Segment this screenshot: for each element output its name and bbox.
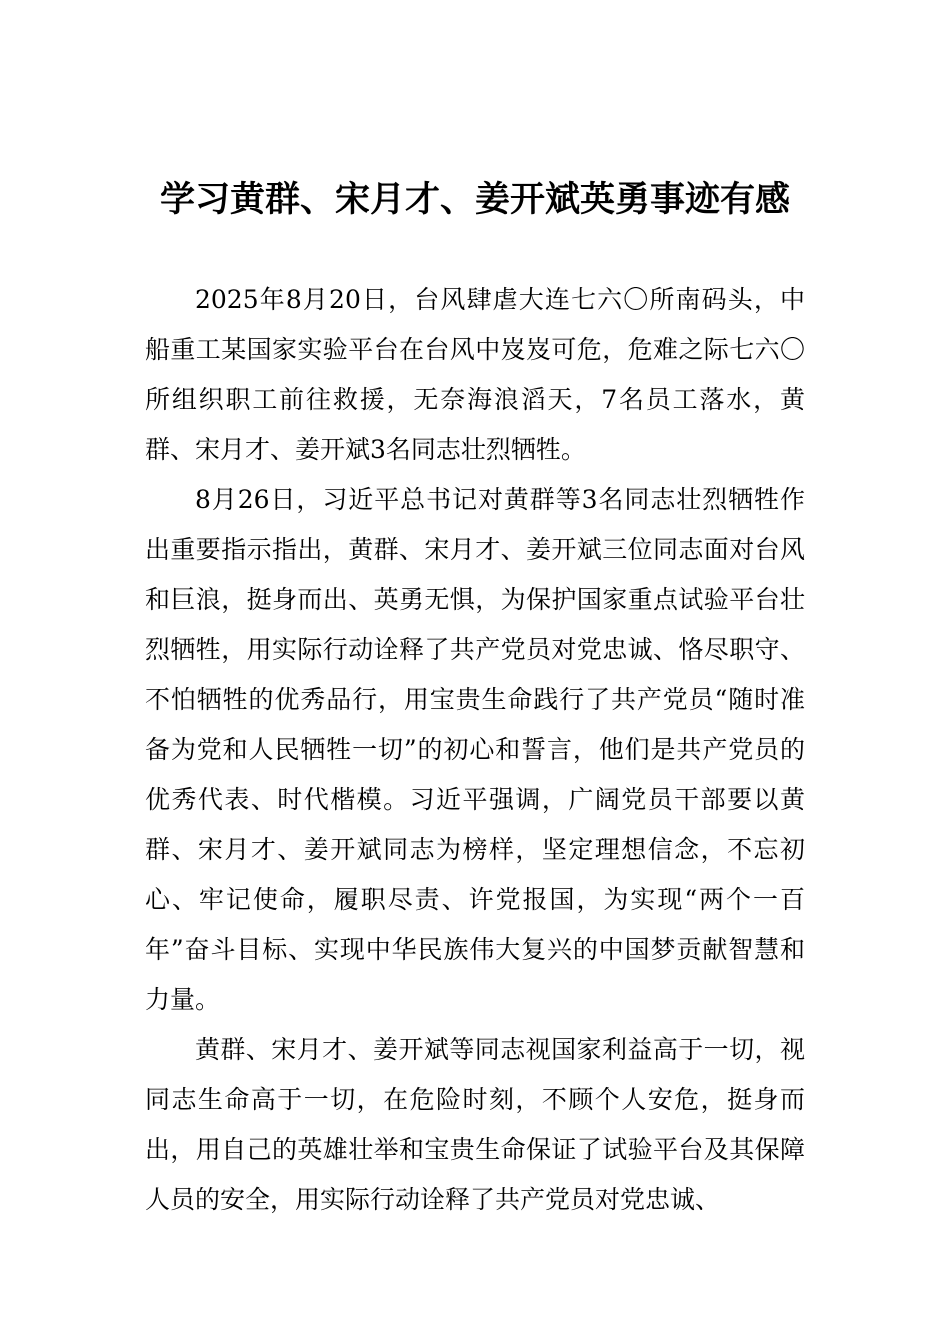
paragraph-2: 8月26日，习近平总书记对黄群等3名同志壮烈牺牲作出重要指示指出，黄群、宋月才、姜开斌三位同志面对台风和巨浪，挺身而出、英勇无惧，为保护国家重点试验平台壮烈牺牲，用实际行动诠释了共产党员对党忠诚、恪尽职守、不怕牺牲的优秀品行，用宝贵生命践行了共产党员“随时准备为党和人民牺牲一切”的初心和誓言，他们是共产党员的优秀代表、时代楷模。习近平强调，广阔党员干部要以黄群、宋月才、姜开斌同志为榜样，坚定理想信念，不忘初心、牢记使命，履职尽责、许党报国，为实现“两个一百年”奋斗目标、实现中华民族伟大复兴的中国梦贡献智慧和力量。 [145,485,805,1014]
paragraph-1: 2025年8月20日，台风肆虐大连七六〇所南码头，中船重工某国家实验平台在台风中岌岌可危，危难之际七六〇所组织职工前往救援，无奈海浪滔天，7名员工落水，黄群、宋月才、姜开斌3名同志壮烈牺牲。 [145,285,805,464]
paragraph-3: 黄群、宋月才、姜开斌等同志视国家利益高于一切，视同志生命高于一切，在危险时刻，不顾个人安危，挺身而出，用自己的英雄壮举和宝贵生命保证了试验平台及其保障人员的安全，用实际行动诠释了共产党员对党忠诚、 [145,1035,805,1214]
document-body [145,275,805,1225]
document-title: 学习黄群、宋月才、姜开斌英勇事迹有感 [159,179,790,220]
